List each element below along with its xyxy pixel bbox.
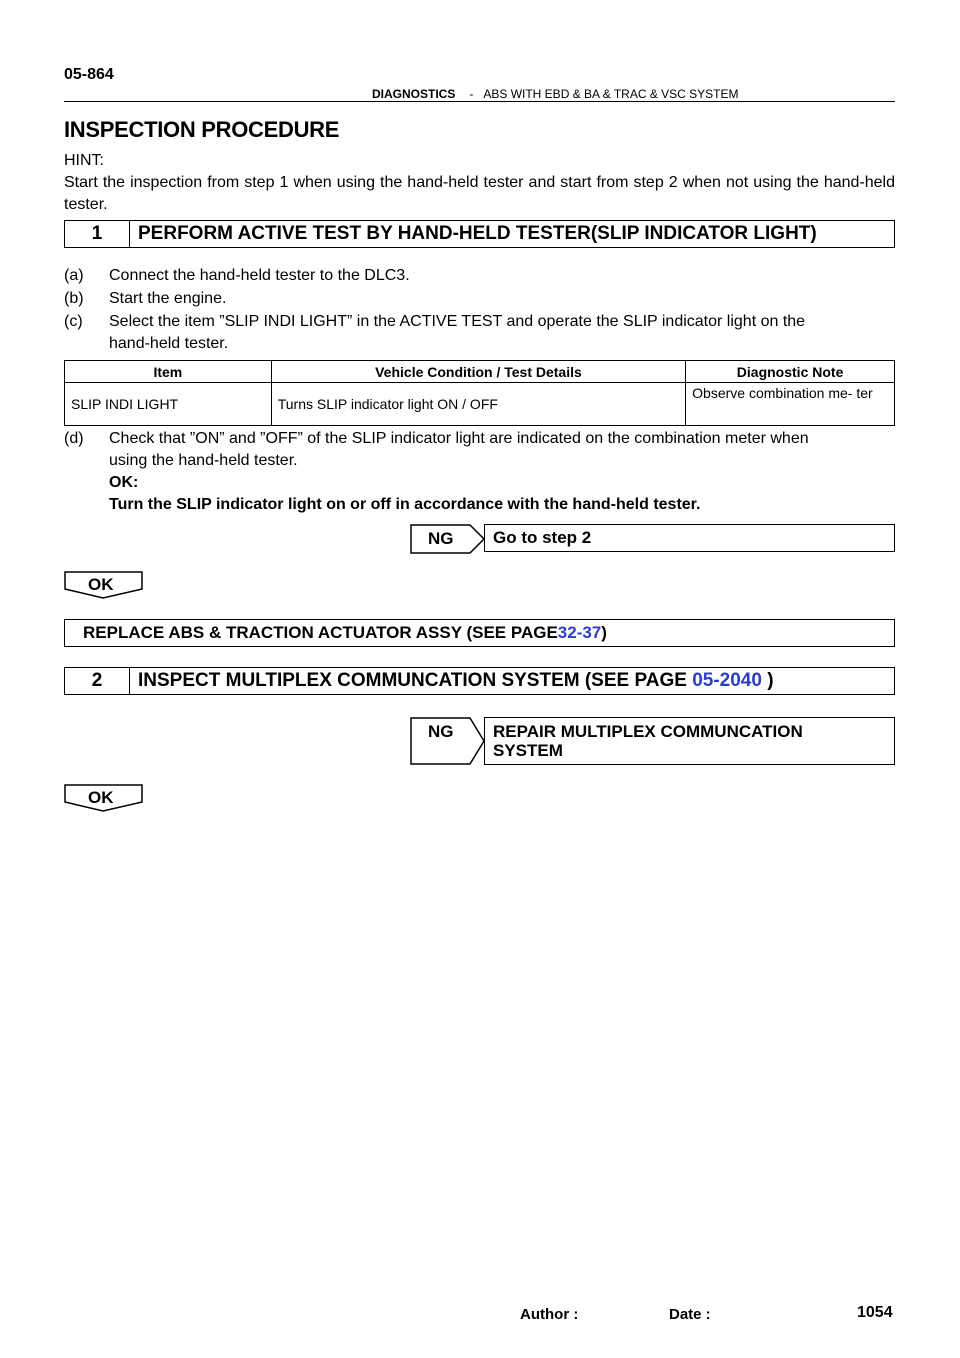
date-label: Date : [669, 1306, 711, 1323]
check-line1: Check that ”ON” and ”OFF” of the SLIP indicator light are indicated on the combination meter when [109, 430, 809, 447]
ng-label: NG [428, 529, 454, 548]
ng-action-box: Go to step 2 [484, 524, 895, 552]
item-text-line2: hand-held tester. [109, 335, 229, 352]
active-test-table [64, 360, 895, 426]
list-item [64, 288, 895, 310]
step1-number: 1 [65, 221, 130, 247]
ok-criteria-label: OK: [109, 474, 139, 491]
table-cell: SLIP INDI LIGHT [65, 383, 272, 426]
replace-actuator-box [64, 619, 895, 647]
ok-label: OK [88, 575, 114, 594]
ng-action-box [484, 717, 895, 765]
header-separator: - [469, 87, 474, 101]
step2-header [64, 667, 895, 695]
column-header: Diagnostic Note [686, 361, 895, 383]
list-item [64, 265, 895, 287]
check-item [64, 428, 895, 516]
item-label: (a) [64, 267, 84, 284]
table-row [65, 383, 895, 426]
subsection-name: ABS WITH EBD & BA & TRAC & VSC SYSTEM [483, 87, 739, 101]
page-link-05-2040[interactable]: 05-2040 [692, 670, 762, 691]
footer-page-number: 1054 [857, 1304, 893, 1321]
header-rule [64, 101, 895, 102]
step2-title-text: INSPECT MULTIPLEX COMMUNCATION SYSTEM (SEE PAGE [138, 670, 693, 691]
hint-label: HINT: [64, 152, 104, 169]
item-text: Connect the hand-held tester to the DLC3. [109, 267, 410, 284]
check-line2: using the hand-held tester. [109, 452, 298, 469]
list-item [64, 311, 895, 355]
column-header: Item [65, 361, 272, 383]
ng-label: NG [428, 722, 454, 741]
ok-label: OK [88, 788, 114, 807]
ng-action-line2: SYSTEM [493, 741, 563, 760]
item-text: Start the engine. [109, 290, 227, 307]
step1-title: PERFORM ACTIVE TEST BY HAND-HELD TESTER(SLIP INDICATOR LIGHT) [138, 223, 817, 244]
step2-title-close: ) [761, 670, 774, 691]
item-label: (d) [64, 430, 84, 447]
ng-action-line1: REPAIR MULTIPLEX COMMUNCATION [493, 722, 803, 741]
page-link-32-37[interactable]: 32-37 [557, 623, 602, 642]
author-label: Author : [520, 1306, 579, 1323]
step1-header [64, 220, 895, 248]
column-header: Vehicle Condition / Test Details [271, 361, 685, 383]
table-header-row [65, 361, 895, 383]
step2-number: 2 [65, 668, 130, 694]
ok-criteria-text: Turn the SLIP indicator light on or off in accordance with the hand-held tester. [109, 496, 701, 513]
header-section [372, 87, 739, 101]
item-label: (c) [64, 313, 83, 330]
table-cell: Turns SLIP indicator light ON / OFF [271, 383, 685, 426]
replace-close: ) [601, 623, 607, 642]
section-name: DIAGNOSTICS [372, 87, 456, 101]
hint-text: Start the inspection from step 1 when using the hand-held tester and start from step 2 when not using the hand-held tester. [64, 174, 895, 213]
item-text-line1: Select the item ”SLIP INDI LIGHT” in the ACTIVE TEST and operate the SLIP indicator light on the [109, 313, 806, 330]
step2-title [130, 670, 774, 692]
page-title: INSPECTION PROCEDURE [64, 117, 340, 142]
table-cell: Observe combination me- ter [686, 383, 895, 426]
item-label: (b) [64, 290, 84, 307]
replace-text: REPLACE ABS & TRACTION ACTUATOR ASSY (SEE PAGE [83, 623, 558, 642]
page-code: 05-864 [64, 66, 114, 83]
